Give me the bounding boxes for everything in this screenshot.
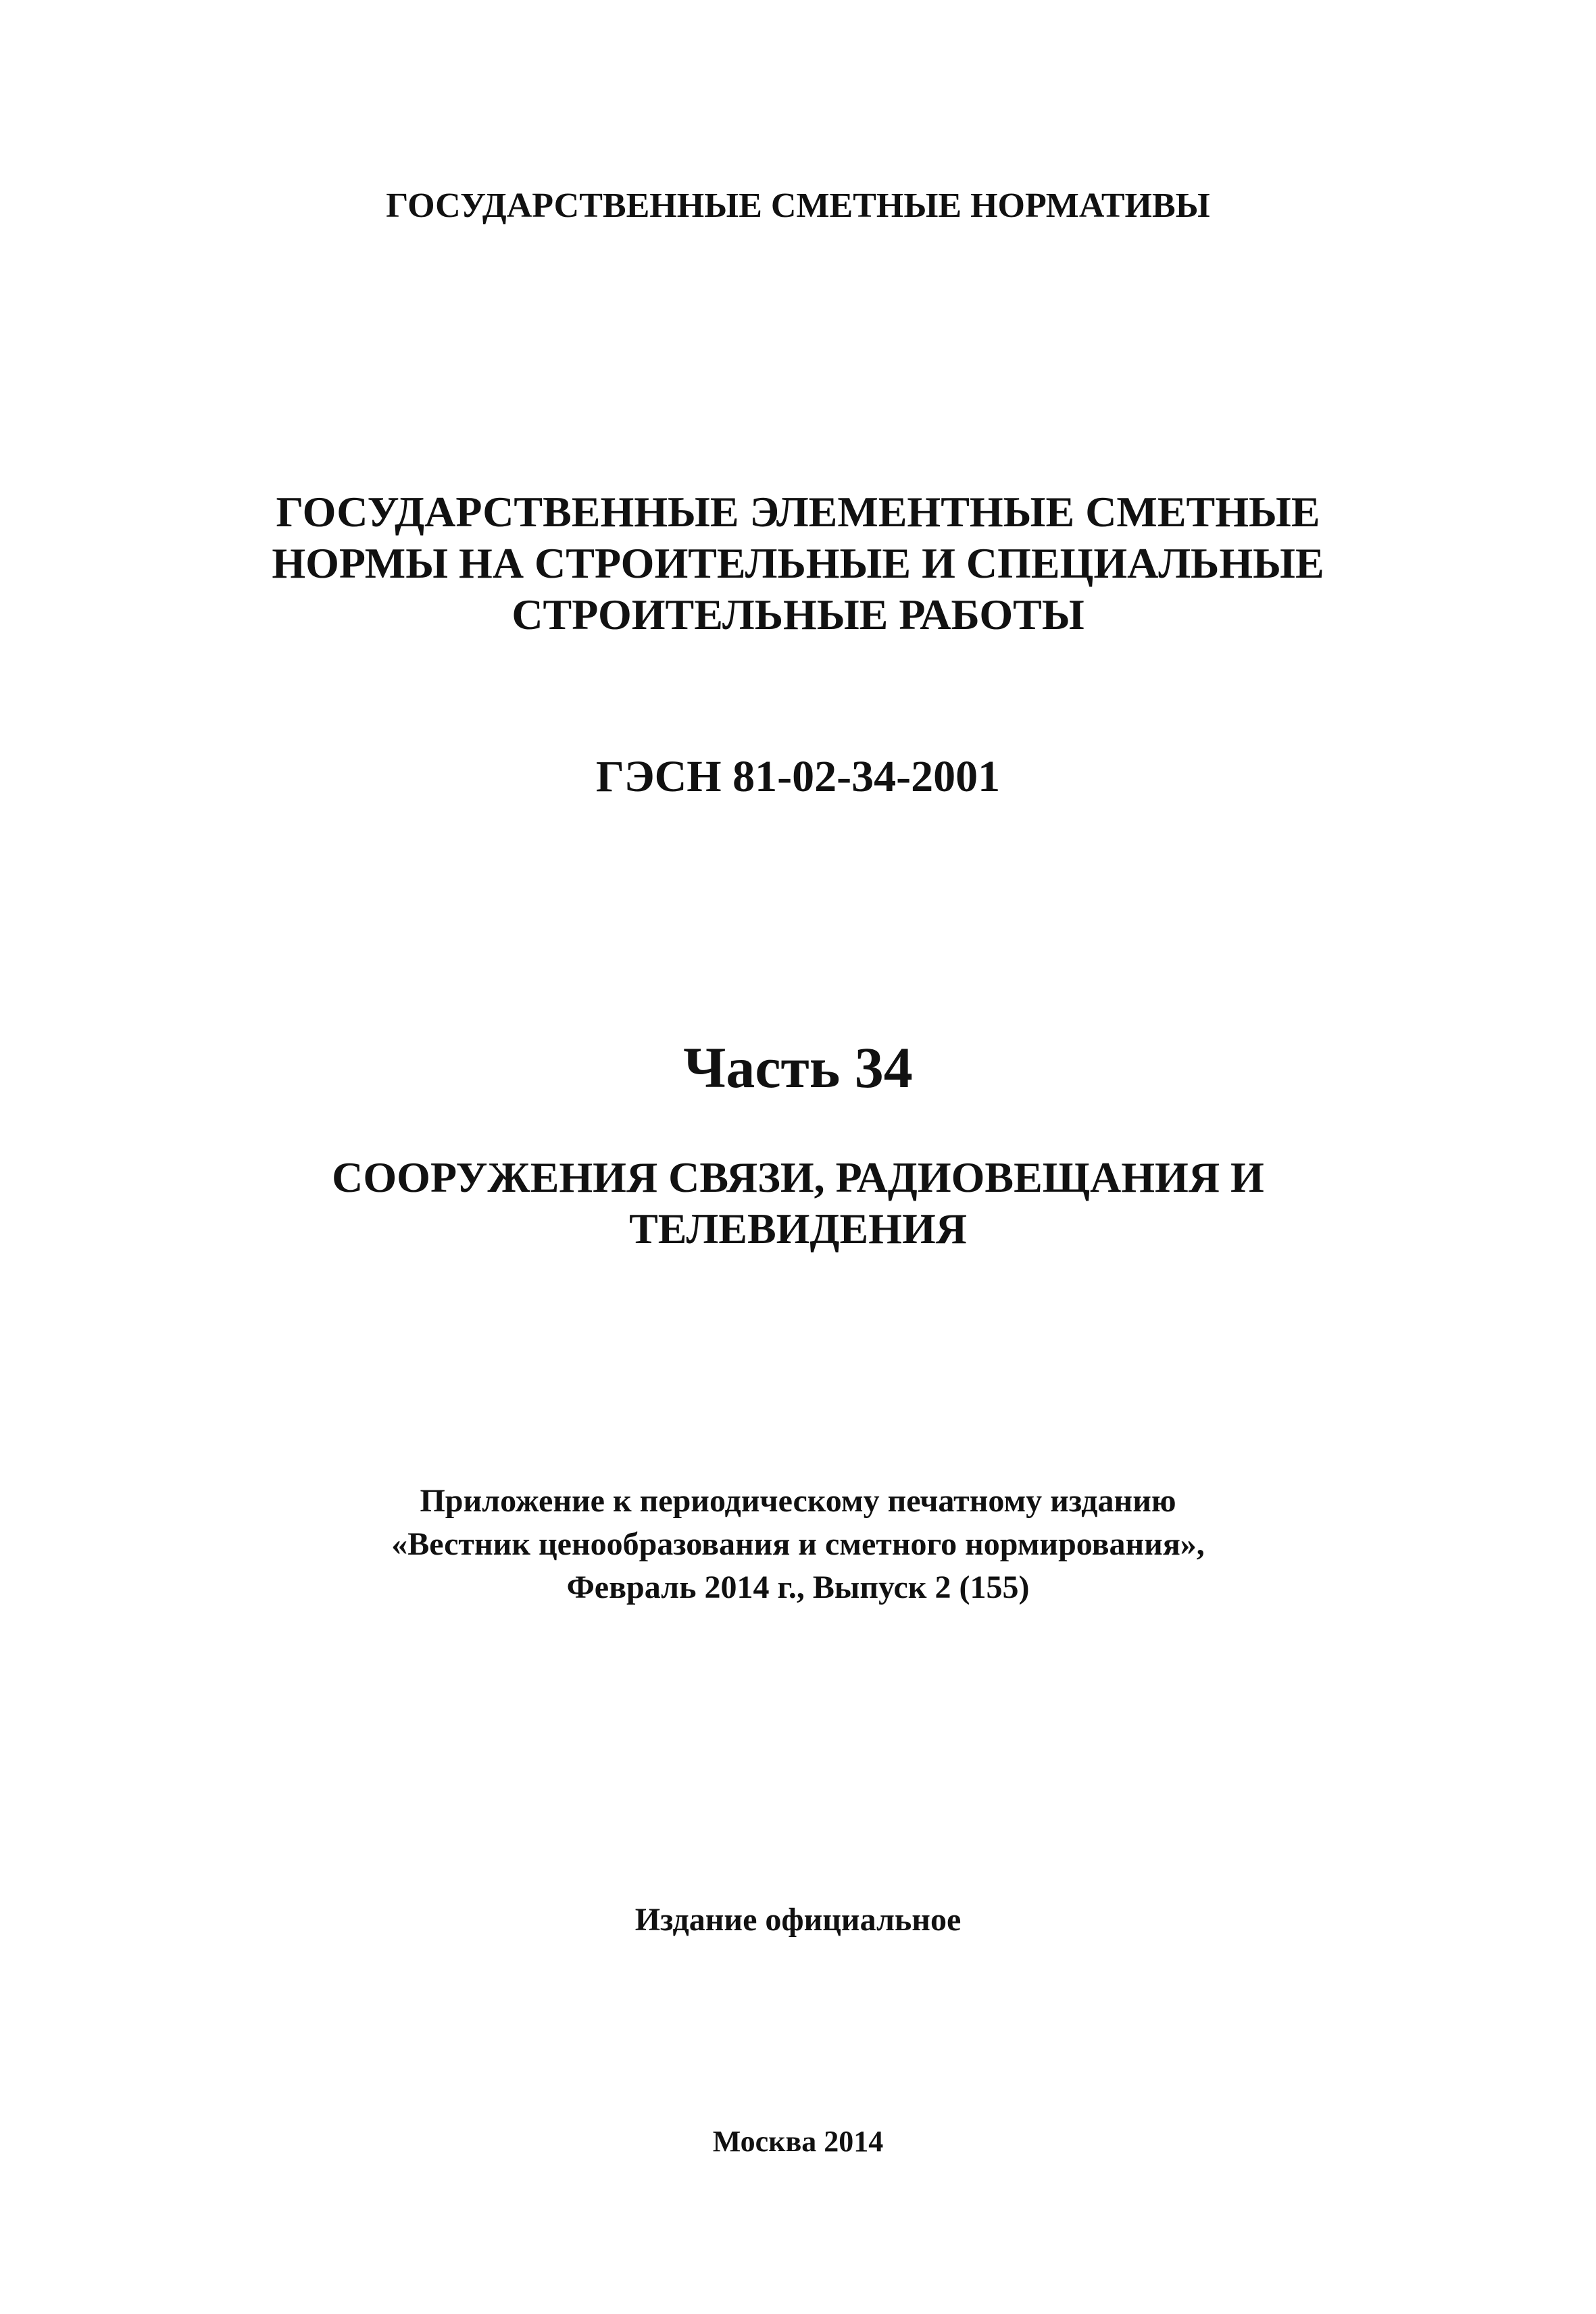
series-heading-text: ГОСУДАРСТВЕННЫЕ СМЕТНЫЕ НОРМАТИВЫ [386, 186, 1210, 225]
imprint-city-year-text: Москва 2014 [712, 2125, 884, 2158]
document-code [0, 750, 1596, 804]
appendix-note [0, 1480, 1596, 1609]
imprint-city-year [0, 2121, 1596, 2162]
appendix-note-line-2: «Вестник ценообразования и сметного нормирования», [391, 1526, 1205, 1562]
part-number [0, 1034, 1596, 1101]
edition-label [0, 1898, 1596, 1942]
document-title-line-2: НОРМЫ НА СТРОИТЕЛЬНЫЕ И СПЕЦИАЛЬНЫЕ [272, 539, 1324, 587]
edition-label-text: Издание официальное [634, 1902, 962, 1938]
part-title-line-1: СООРУЖЕНИЯ СВЯЗИ, РАДИОВЕЩАНИЯ И [332, 1153, 1264, 1201]
part-number-text: Часть 34 [683, 1035, 913, 1100]
document-code-text: ГЭСН 81-02-34-2001 [595, 752, 1001, 801]
part-title [0, 1152, 1596, 1255]
series-heading [0, 182, 1596, 230]
appendix-note-line-1: Приложение к периодическому печатному изданию [420, 1483, 1176, 1519]
document-title [0, 486, 1596, 640]
document-title-line-3: СТРОИТЕЛЬНЫЕ РАБОТЫ [512, 590, 1084, 638]
document-title-line-1: ГОСУДАРСТВЕННЫЕ ЭЛЕМЕНТНЫЕ СМЕТНЫЕ [276, 488, 1320, 536]
part-title-line-2: ТЕЛЕВИДЕНИЯ [629, 1205, 967, 1253]
appendix-note-line-3: Февраль 2014 г., Выпуск 2 (155) [566, 1569, 1030, 1605]
